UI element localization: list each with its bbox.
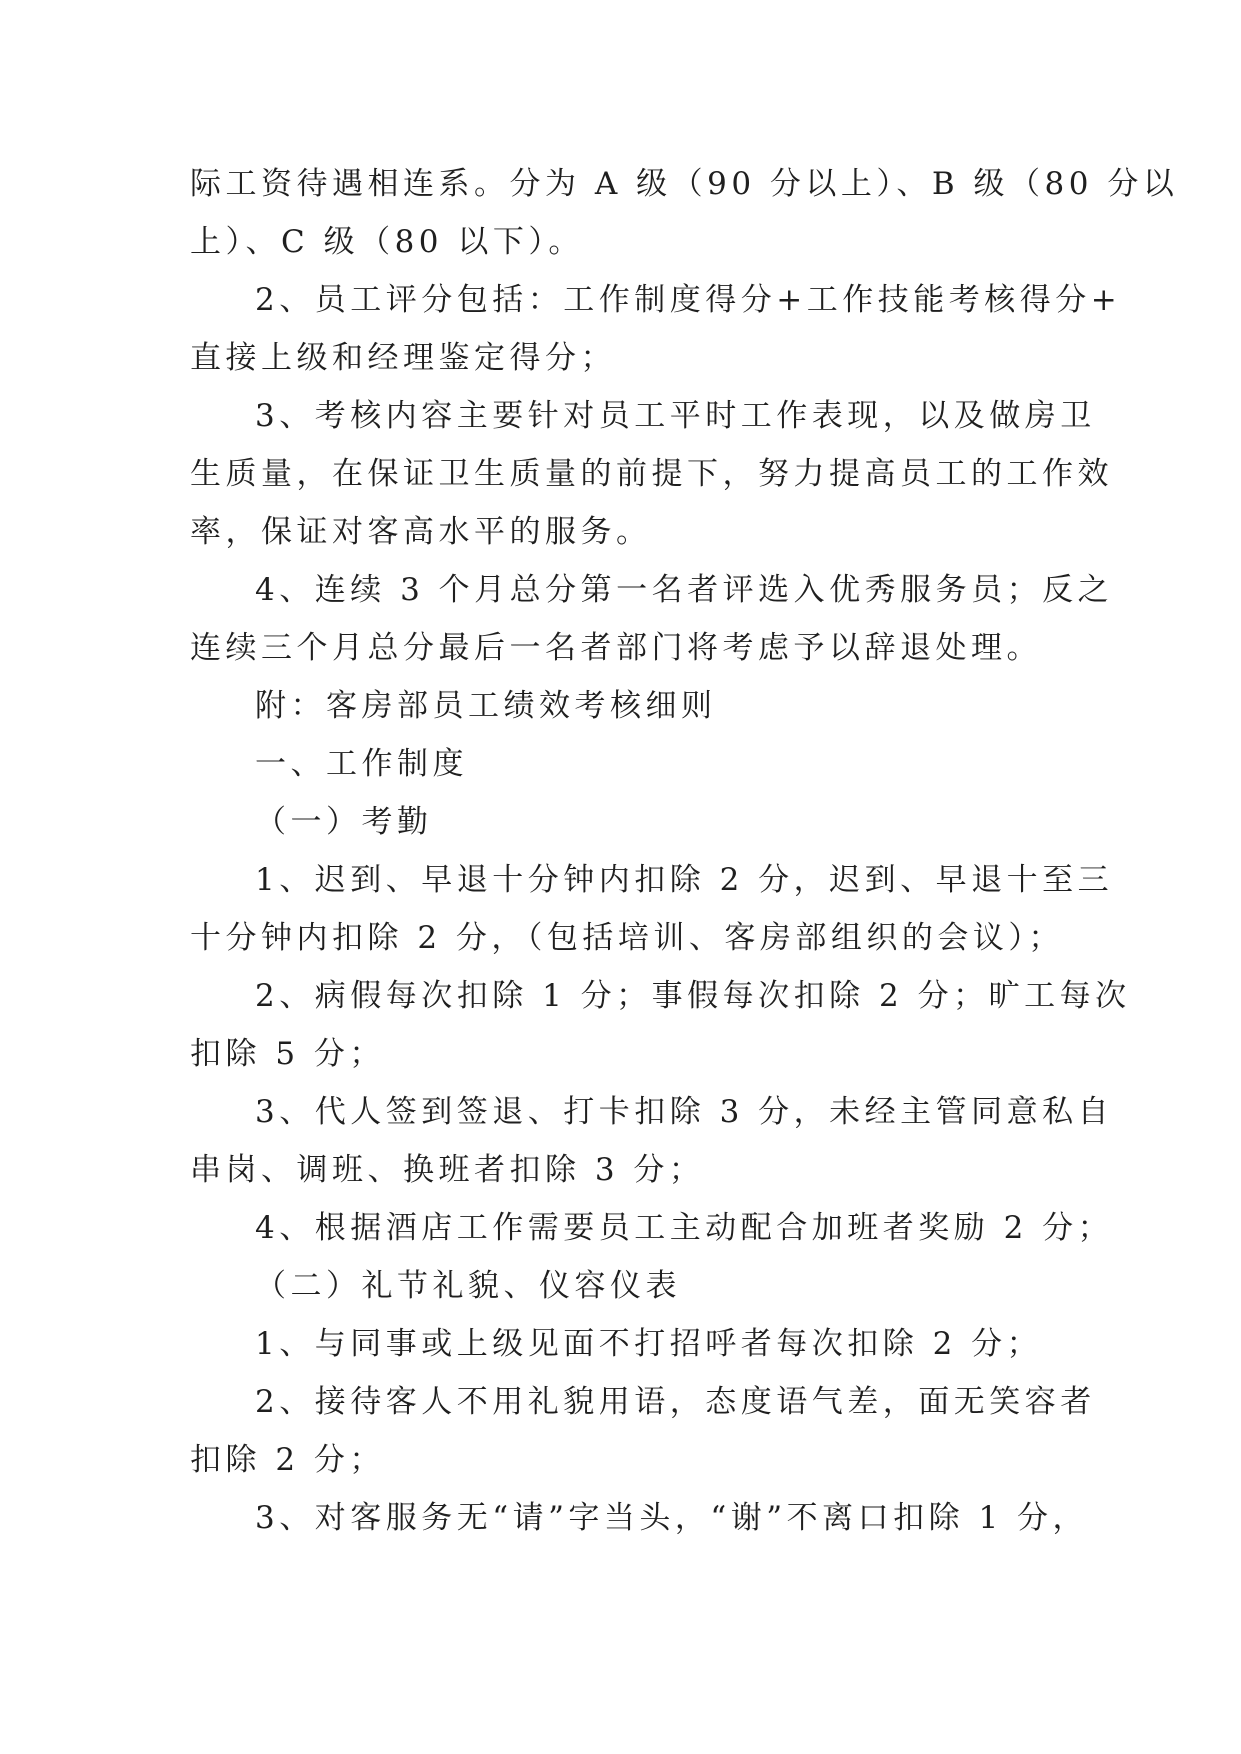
text-line: 3、对客服务无“请”字当头，“谢”不离口扣除 1 分， (255, 1500, 1089, 1536)
section-heading: 一、工作制度 (255, 746, 468, 782)
text-line: 1、与同事或上级见面不打招呼者每次扣除 2 分； (255, 1326, 1043, 1362)
text-line: 上）、C 级（80 以下）。 (190, 224, 584, 260)
text-line: 2、病假每次扣除 1 分；事假每次扣除 2 分；旷工每次 (255, 978, 1131, 1014)
subsection-heading: （一）考勤 (255, 804, 433, 840)
subsection-heading: （二）礼节礼貌、仪容仪表 (255, 1268, 681, 1304)
text-line: 扣除 2 分； (190, 1442, 385, 1478)
text-line: 十分钟内扣除 2 分，（包括培训、客房部组织的会议）； (190, 920, 1064, 956)
text-line: 串岗、调班、换班者扣除 3 分； (190, 1152, 705, 1188)
text-line: 生质量，在保证卫生质量的前提下，努力提高员工的工作效 (190, 456, 1113, 492)
text-line: 3、考核内容主要针对员工平时工作表现，以及做房卫 (255, 398, 1096, 434)
text-line: 扣除 5 分； (190, 1036, 385, 1072)
text-line: 率，保证对客高水平的服务。 (190, 514, 652, 550)
text-line: 2、员工评分包括：工作制度得分+工作技能考核得分+ (255, 282, 1122, 318)
text-line: 2、接待客人不用礼貌用语，态度语气差，面无笑容者 (255, 1384, 1096, 1420)
text-line: 际工资待遇相连系。分为 A 级（90 分以上）、B 级（80 分以 (190, 166, 1179, 202)
text-line: 附：客房部员工绩效考核细则 (255, 688, 717, 724)
text-line: 1、迟到、早退十分钟内扣除 2 分，迟到、早退十至三 (255, 862, 1114, 898)
text-line: 直接上级和经理鉴定得分； (190, 340, 616, 376)
text-line: 连续三个月总分最后一名者部门将考虑予以辞退处理。 (190, 630, 1042, 666)
text-line: 4、根据酒店工作需要员工主动配合加班者奖励 2 分； (255, 1210, 1114, 1246)
text-line: 4、连续 3 个月总分第一名者评选入优秀服务员；反之 (255, 572, 1114, 608)
text-line: 3、代人签到签退、打卡扣除 3 分，未经主管同意私自 (255, 1094, 1114, 1130)
